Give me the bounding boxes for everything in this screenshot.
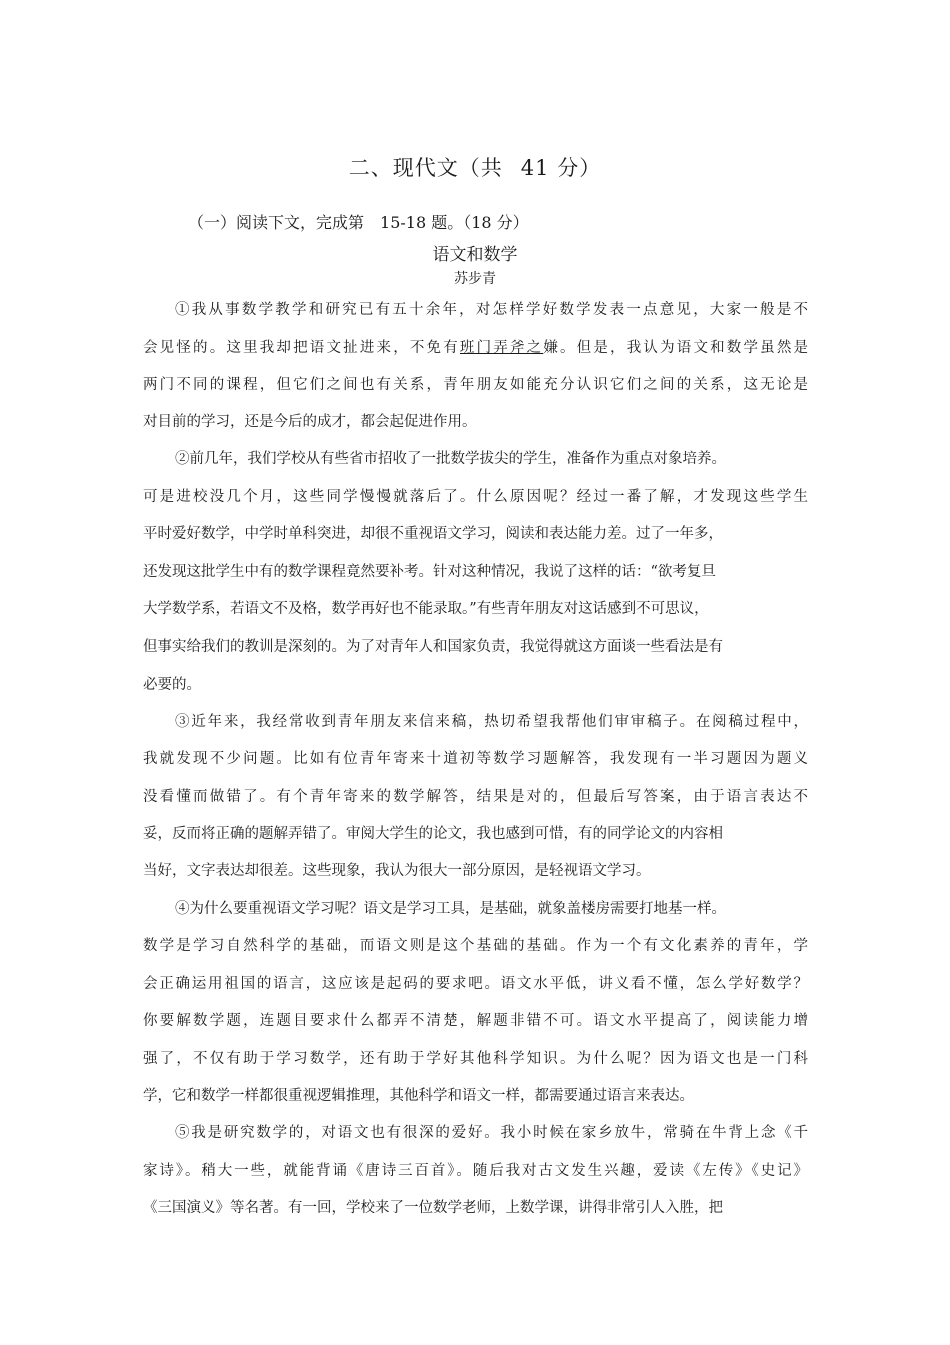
section-title-part2: 41 分）	[520, 156, 602, 180]
text-line: 家诗》。稍大一些，就能背诵《唐诗三百首》。随后我对古文发生兴趣，爱读《左传》《史记》	[143, 1163, 808, 1179]
text-line: ②前几年，我们学校从有些省市招收了一批数学拔尖的学生，准备作为重点对象培养。	[175, 451, 726, 467]
text-line: 我就发现不少问题。比如有位青年寄来十道初等数学习题解答，我发现有一半习题因为题义	[143, 751, 808, 767]
text-line: ③近年来，我经常收到青年朋友来信来稿，热切希望我帮他们审审稿子。在阅稿过程中，	[175, 714, 808, 730]
instruction-part1: （一）阅读下文，完成第	[188, 213, 365, 232]
text-line-head: 会见怪的。这里我却把语文扯进来，不免有	[143, 340, 460, 356]
text-line: 但事实给我们的教训是深刻的。为了对青年人和国家负责，我觉得就这方面谈一些看法是有	[143, 639, 723, 655]
text-line: 必要的。	[143, 677, 201, 693]
text-line: 没看懂而做错了。有个青年寄来的数学解答，结果是对的，但最后写答案，由于语言表达不	[143, 789, 808, 805]
instruction-part2: 15-18 题。（18 分）	[380, 213, 529, 232]
text-line: 《三国演义》等名著。有一回，学校来了一位数学老师，上数学课，讲得非常引人入胜，把	[143, 1200, 723, 1216]
text-line: 你要解数学题，连题目要求什么都弄不清楚，解题非错不可。语文水平提高了，阅读能力增	[143, 1013, 808, 1029]
text-line: 两门不同的课程，但它们之间也有关系，青年朋友如能充分认识它们之间的关系，这无论是	[143, 377, 808, 393]
text-line: 当好，文字表达却很差。这些现象，我认为很大一部分原因，是轻视语文学习。	[143, 863, 651, 879]
text-line-tail: 嫌。但是，我认为语文和数学虽然是	[543, 340, 809, 356]
text-line: 平时爱好数学，中学时单科突进，却很不重视语文学习，阅读和表达能力差。过了一年多，	[143, 526, 723, 542]
section-title	[0, 152, 950, 182]
text-line: 还发现这批学生中有的数学课程竟然要补考。针对这种情况，我说了这样的话：“欲考复旦	[143, 564, 716, 580]
text-line: ⑤我是研究数学的，对语文也有很深的爱好。我小时候在家乡放牛，常骑在牛背上念《千	[175, 1125, 808, 1141]
underlined-idiom: 班门弄斧之	[459, 340, 544, 356]
text-line: 学，它和数学一样都很重视逻辑推理，其他科学和语文一样，都需要通过语言来表达。	[143, 1088, 694, 1104]
text-line: 大学数学系，若语文不及格，数学再好也不能录取。”有些青年朋友对这话感到不可思议，	[143, 601, 709, 617]
text-line: 可是进校没几个月，这些同学慢慢就落后了。什么原因呢？经过一番了解，才发现这些学生	[143, 489, 808, 505]
article-title: 语文和数学	[432, 245, 518, 265]
text-line: 会正确运用祖国的语言，这应该是起码的要求吧。语文水平低，讲义看不懂，怎么学好数学？	[143, 976, 808, 992]
text-line: ①我从事数学教学和研究已有五十余年，对怎样学好数学发表一点意见，大家一般是不	[175, 302, 808, 318]
text-line: ④为什么要重视语文学习呢？语文是学习工具，是基础，就象盖楼房需要打地基一样。	[175, 901, 726, 917]
text-line: 强了，不仅有助于学习数学，还有助于学好其他科学知识。为什么呢？因为语文也是一门科	[143, 1051, 808, 1067]
text-line: 对目前的学习，还是今后的成才，都会起促进作用。	[143, 414, 477, 430]
text-line: 数学是学习自然科学的基础，而语文则是这个基础的基础。作为一个有文化素养的青年，学	[143, 938, 808, 954]
article-author: 苏步青	[454, 271, 496, 287]
section-title-part1: 二、现代文（共	[348, 156, 503, 180]
text-line	[143, 338, 808, 358]
reading-instruction	[188, 210, 529, 233]
text-line: 妥，反而将正确的题解弄错了。审阅大学生的论文，我也感到可惜，有的同学论文的内容相	[143, 826, 723, 842]
